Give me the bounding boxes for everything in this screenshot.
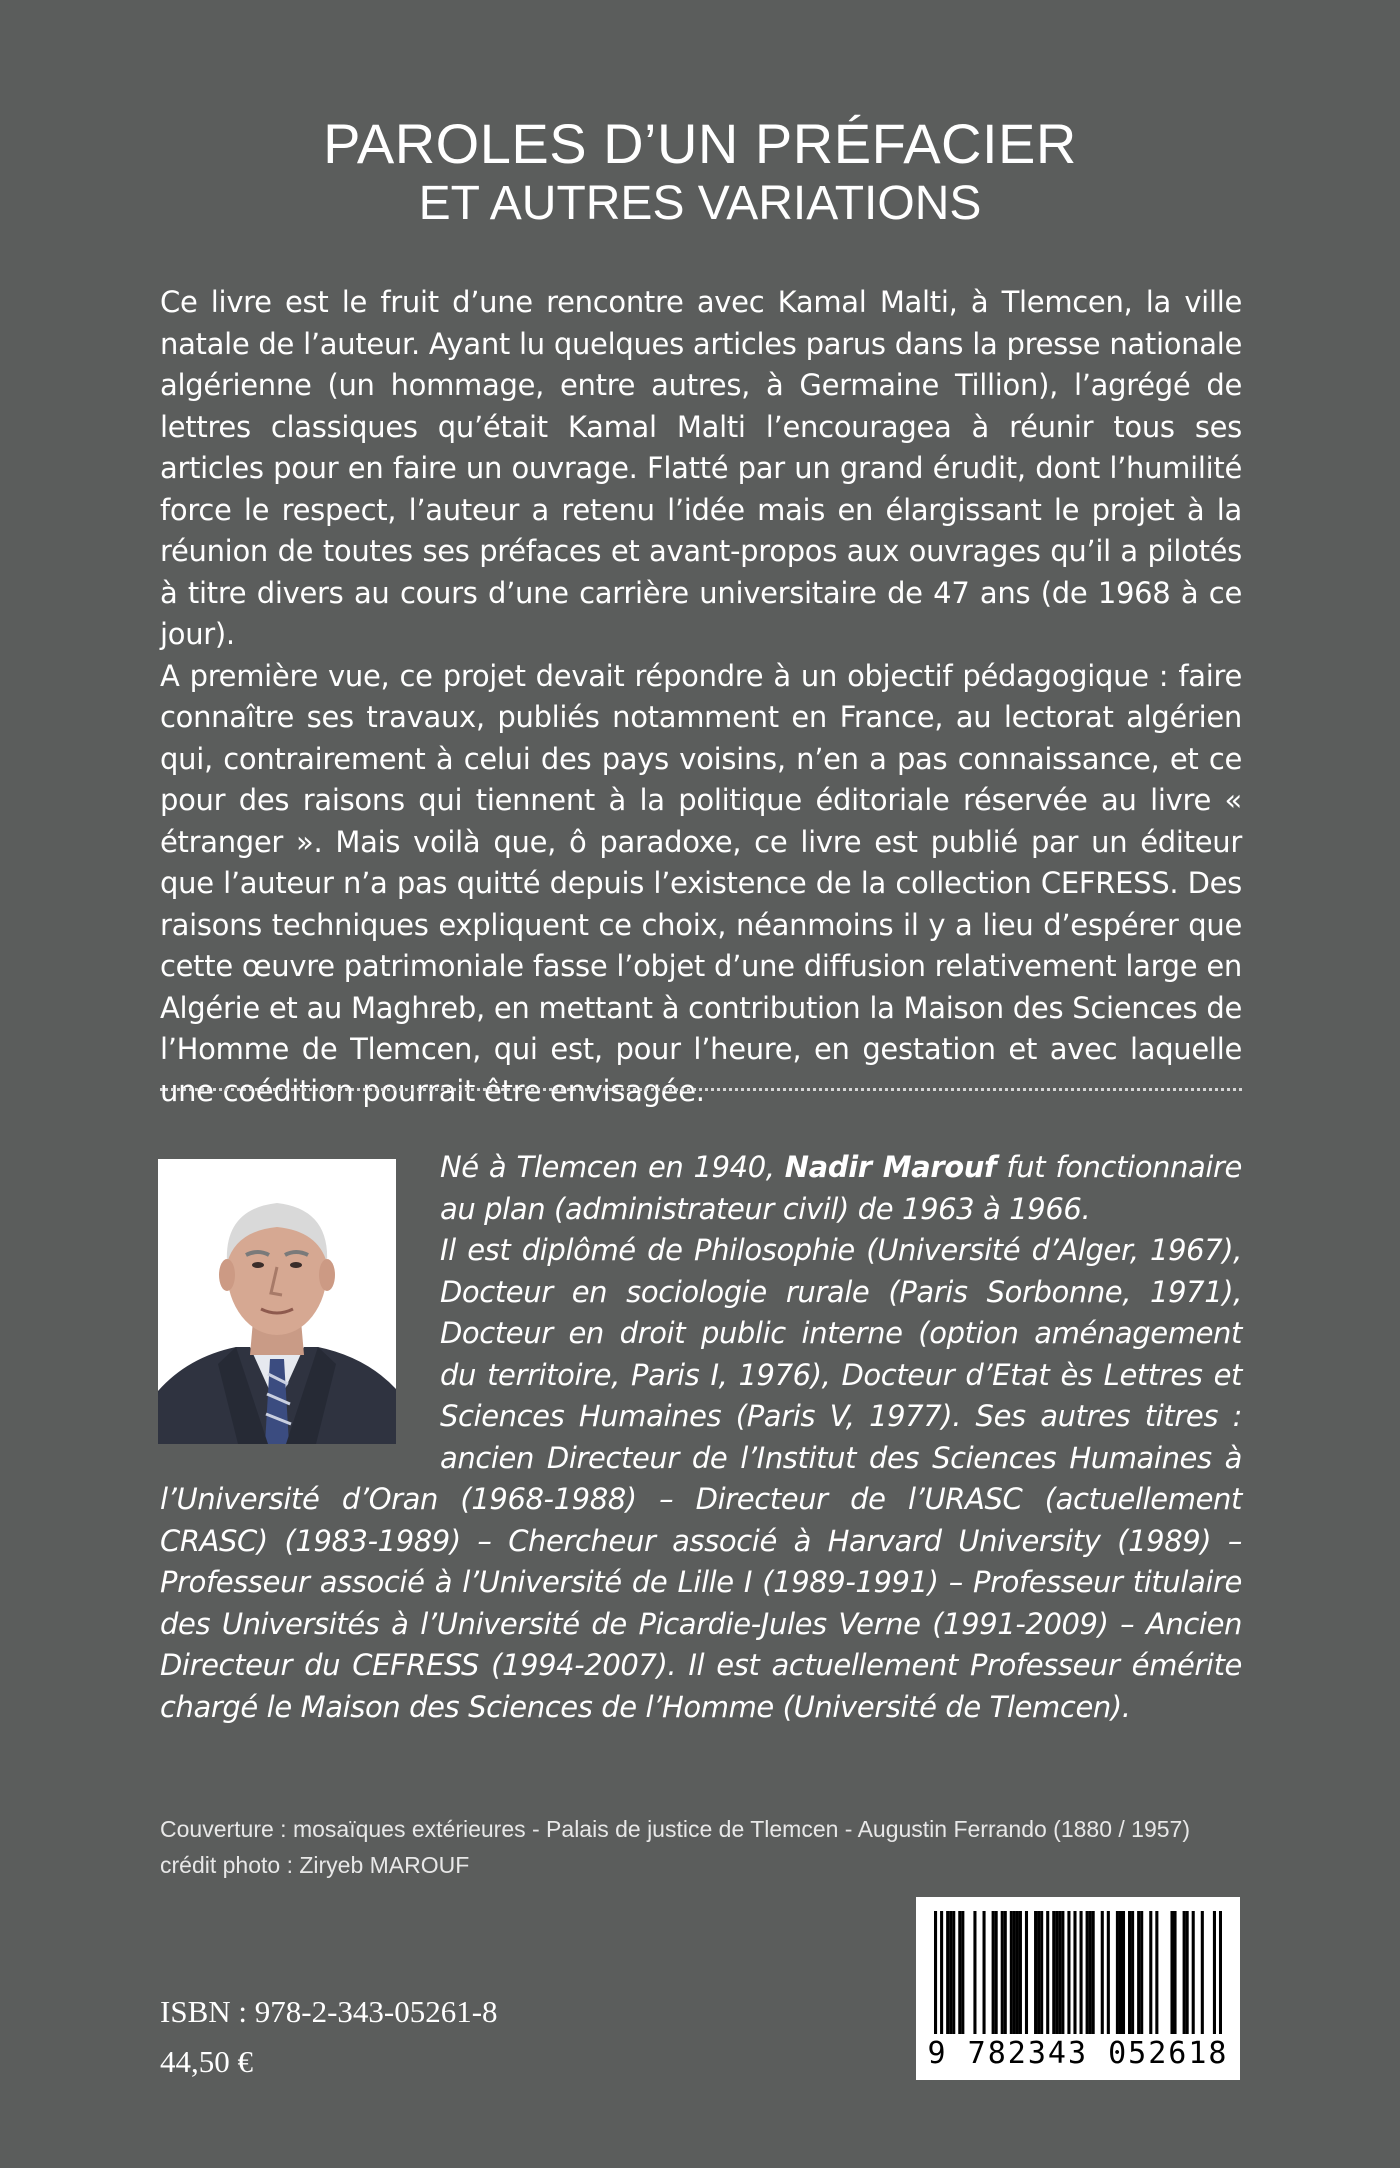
barcode-bar bbox=[1119, 1911, 1122, 2034]
barcode-bar bbox=[1131, 1911, 1134, 2034]
barcode-bar bbox=[1025, 1911, 1028, 2034]
barcode-bar bbox=[1019, 1911, 1022, 2034]
barcode-bar bbox=[1073, 1911, 1076, 2034]
barcode-bar bbox=[983, 1911, 986, 2034]
barcode-bar bbox=[1183, 1911, 1186, 2034]
barcode-bar bbox=[934, 1911, 937, 2034]
barcode bbox=[916, 1897, 1240, 2080]
barcode-bar bbox=[952, 1911, 955, 2034]
barcode-bar bbox=[1034, 1911, 1037, 2034]
summary-text bbox=[160, 282, 1242, 1112]
author-name: Nadir Marouf bbox=[784, 1150, 997, 1184]
bio-line1-rest: fut fonctionnaire au plan (administrateur civil) de 1963 à 1966. bbox=[440, 1150, 1242, 1226]
barcode-bar bbox=[1013, 1911, 1016, 2034]
barcode-bar bbox=[1052, 1911, 1055, 2034]
photo-credit: crédit photo : Ziryeb MAROUF bbox=[160, 1852, 470, 1878]
barcode-bar bbox=[1128, 1911, 1131, 2034]
barcode-bar bbox=[1080, 1911, 1083, 2034]
barcode-bar bbox=[995, 1911, 998, 2034]
barcode-bar bbox=[1213, 1911, 1216, 2034]
barcode-bar bbox=[1116, 1911, 1119, 2034]
barcode-bar bbox=[1137, 1911, 1140, 2034]
barcode-bar bbox=[1201, 1911, 1204, 2034]
barcode-bar bbox=[992, 1911, 995, 2034]
photo-spacer bbox=[160, 1147, 440, 1462]
cover-credit: Couverture : mosaïques extérieures - Palais de justice de Tlemcen - Augustin Ferrando (1880 / 1957) bbox=[160, 1816, 1191, 1842]
barcode-bar bbox=[1107, 1911, 1110, 2034]
author-bio bbox=[160, 1147, 1242, 1728]
barcode-bar bbox=[946, 1911, 949, 2034]
barcode-bar bbox=[973, 1911, 976, 2034]
barcode-bar bbox=[1001, 1911, 1004, 2034]
barcode-bar bbox=[1040, 1911, 1043, 2034]
barcode-bar bbox=[1186, 1911, 1189, 2034]
barcode-bar bbox=[958, 1911, 961, 2034]
credits bbox=[160, 1811, 1260, 1883]
book-subtitle: ET AUTRES VARIATIONS bbox=[418, 177, 982, 230]
bio-prefix: Né à Tlemcen en 1940, bbox=[440, 1150, 785, 1184]
barcode-bar bbox=[1101, 1911, 1104, 2034]
barcode-bar bbox=[1170, 1911, 1173, 2034]
barcode-number: 9 782343 052618 bbox=[927, 2036, 1229, 2071]
barcode-bar bbox=[1086, 1911, 1089, 2034]
barcode-bar bbox=[1046, 1911, 1049, 2034]
bio-rest: Il est diplômé de Philosophie (Université d’Alger, 1967), Docteur en sociologie rurale (Paris Sorbonne, 1971), Docteur en droit public interne (option aménagement du territoire, Paris I, 1976), Docteur d’Etat ès Lettres et Sciences Humaines (Paris V, 1977). Ses autres titres : ancien Directeur de l’Institut des Sciences Humaines à l’Université d’Oran (1968-1988) – Directeur de l’URASC (actuellement CRASC) (1983-1989) – Chercheur associé à Harvard University (1989) – Professeur associé à l’Université de Lille I (1989-1991) – Professeur titulaire des Universités à l’Université de Picardie-Jules Verne (1991-2009) – Ancien Directeur du CEFRESS (1994-2007). Il est actuellement Professeur émérite chargé le Maison des Sciences de l’Homme (Université de Tlemcen). bbox=[160, 1233, 1242, 1724]
barcode-bar bbox=[1149, 1911, 1152, 2034]
isbn-text: ISBN : 978-2-343-05261-8 bbox=[160, 1994, 498, 2029]
barcode-bar bbox=[1219, 1911, 1222, 2034]
barcode-bar bbox=[1140, 1911, 1143, 2034]
barcode-bar bbox=[1016, 1911, 1019, 2034]
barcode-bar bbox=[1058, 1911, 1061, 2034]
barcode-bar bbox=[1155, 1911, 1158, 2034]
barcode-bars bbox=[934, 1911, 1222, 2034]
barcode-bar bbox=[940, 1911, 943, 2034]
summary-paragraph-1: Ce livre est le fruit d’une rencontre avec Kamal Malti, à Tlemcen, la ville natale de l’auteur. Ayant lu quelques articles parus dans la presse nationale algérienne (un hommage, entre autres, à Germaine Tillion), l’agrégé de lettres classiques qu’était Kamal Malti l’encouragea à réunir tous ses articles pour en faire un ouvrage. Flatté par un grand érudit, dont l’humilité force le respect, l’auteur a retenu l’idée mais en élargissant le projet à la réunion de toutes ses préfaces et avant-propos aux ouvrages qu’il a pilotés à titre divers au cours d’une carrière universitaire de 47 ans (de 1968 à ce jour). bbox=[160, 285, 1242, 651]
barcode-bar bbox=[1010, 1911, 1013, 2034]
barcode-bar bbox=[1122, 1911, 1125, 2034]
barcode-bar bbox=[1004, 1911, 1007, 2034]
barcode-bar bbox=[1055, 1911, 1058, 2034]
price-text: 44,50 € bbox=[160, 2044, 253, 2079]
barcode-bar bbox=[1037, 1911, 1040, 2034]
barcode-bar bbox=[1067, 1911, 1070, 2034]
barcode-bar bbox=[1089, 1911, 1092, 2034]
summary-paragraph-2: A première vue, ce projet devait répondre à un objectif pédagogique : faire connaître ses travaux, publiés notamment en France, au lectorat algérien qui, contrairement à celui des pays voisins, n’en a pas connaissance, et ce pour des raisons qui tiennent à la politique éditoriale réservée au livre « étranger ». Mais voilà que, ô paradoxe, ce livre est publié par un éditeur que l’auteur n’a pas quitté depuis l’existence de la collection CEFRESS. Des raisons techniques expliquent ce choix, néanmoins il y a lieu d’espérer que cette œuvre patrimoniale fasse l’objet d’une diffusion relativement large en Algérie et au Maghreb, en mettant à contribution la Maison des Sciences de l’Homme de Tlemcen, qui est, pour l’heure, en gestation et avec laquelle une coédition pourrait être envisagée. bbox=[160, 658, 1242, 1108]
barcode-bar bbox=[961, 1911, 964, 2034]
barcode-bar bbox=[1061, 1911, 1064, 2034]
barcode-bar bbox=[1092, 1911, 1095, 2034]
book-title: PAROLES D’UN PRÉFACIER bbox=[323, 112, 1077, 175]
dotted-divider bbox=[160, 1088, 1242, 1091]
barcode-bar bbox=[1173, 1911, 1176, 2034]
barcode-bar bbox=[949, 1911, 952, 2034]
barcode-bar bbox=[1192, 1911, 1195, 2034]
